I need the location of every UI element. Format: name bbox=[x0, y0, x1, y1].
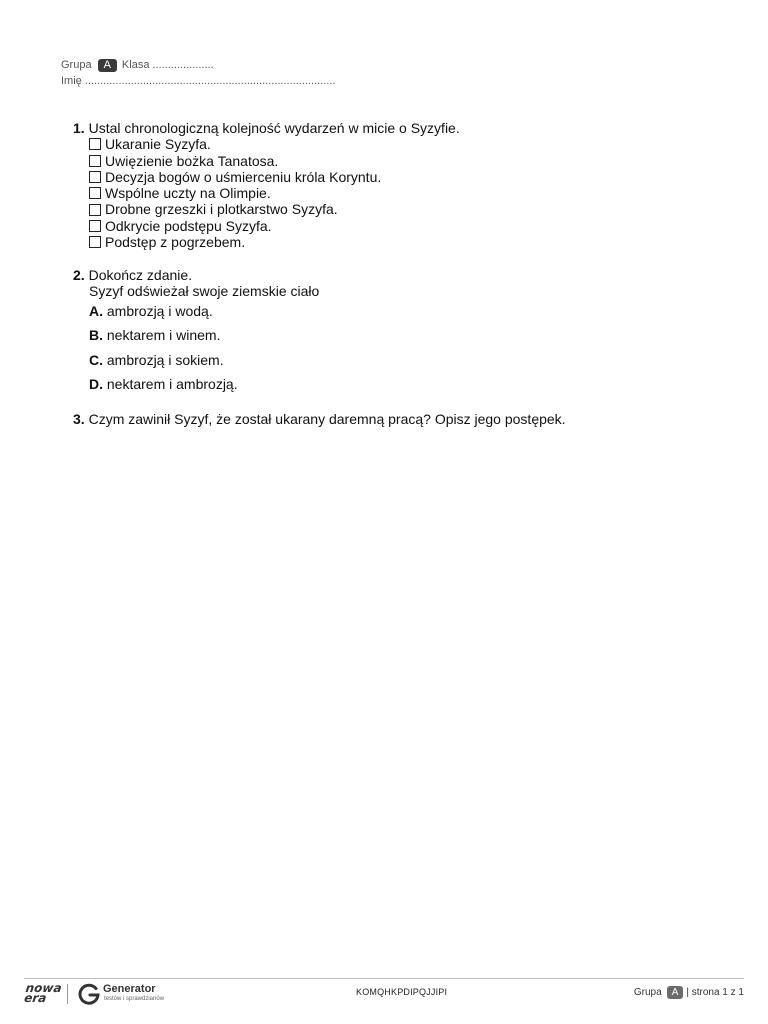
footer-group-badge: A bbox=[667, 986, 684, 999]
generator-g-icon bbox=[77, 982, 101, 1006]
test-code: KOMQHKPDIPQJJIPI bbox=[356, 987, 448, 997]
question-3 bbox=[73, 411, 733, 427]
answer-choices bbox=[73, 303, 733, 401]
generator-title: Generator bbox=[103, 983, 156, 995]
answer-choice-d[interactable] bbox=[73, 376, 733, 401]
order-option[interactable] bbox=[73, 153, 733, 169]
group-class-line bbox=[61, 59, 214, 72]
choice-letter: B. bbox=[89, 327, 103, 344]
answer-choice-a[interactable] bbox=[73, 303, 733, 328]
question-2 bbox=[73, 267, 733, 401]
option-text: Drobne grzeszki i plotkarstwo Syzyfa. bbox=[105, 201, 338, 218]
option-text: Podstęp z pogrzebem. bbox=[105, 234, 246, 251]
checkbox[interactable] bbox=[89, 187, 101, 199]
question-text: Ustal chronologiczną kolejność wydarzeń w micie o Syzyfie. bbox=[88, 120, 460, 136]
option-text: Odkrycie podstępu Syzyfa. bbox=[105, 217, 272, 234]
page-number: | strona 1 z 1 bbox=[686, 987, 744, 998]
checkbox[interactable] bbox=[89, 220, 101, 232]
group-badge: A bbox=[98, 59, 117, 72]
name-line: Imię .................................................................................. bbox=[61, 75, 336, 87]
order-option[interactable] bbox=[73, 234, 733, 250]
footer-group-label: Grupa bbox=[633, 987, 662, 998]
answer-choice-b[interactable] bbox=[73, 327, 733, 352]
order-option[interactable] bbox=[73, 185, 733, 201]
choice-text: nektarem i ambrozją. bbox=[106, 376, 238, 393]
question-number: 3. bbox=[73, 411, 85, 427]
generator-subtitle: testów i sprawdzianów bbox=[104, 996, 165, 1002]
choice-text: nektarem i winem. bbox=[106, 327, 221, 344]
checkbox[interactable] bbox=[89, 155, 101, 167]
order-option[interactable] bbox=[73, 218, 733, 234]
option-text: Uwięzienie bożka Tanatosa. bbox=[105, 152, 279, 169]
order-option[interactable] bbox=[73, 136, 733, 152]
checkbox[interactable] bbox=[89, 236, 101, 248]
group-label: Grupa bbox=[61, 59, 92, 71]
checkbox[interactable] bbox=[89, 204, 101, 216]
logo-era-text: era bbox=[23, 991, 48, 1005]
choice-letter: A. bbox=[89, 302, 103, 319]
question-subtext: Syzyf odświeżał swoje ziemskie ciało bbox=[89, 283, 320, 300]
choice-letter: C. bbox=[89, 351, 103, 368]
logo-separator bbox=[67, 984, 68, 1004]
nowa-era-logo bbox=[24, 983, 63, 1003]
option-text: Wspólne uczty na Olimpie. bbox=[105, 185, 271, 202]
question-1 bbox=[73, 120, 733, 250]
question-2-title bbox=[73, 267, 733, 283]
checkbox[interactable] bbox=[89, 138, 101, 150]
class-label: Klasa .................... bbox=[121, 59, 214, 71]
answer-choice-c[interactable] bbox=[73, 352, 733, 377]
question-text: Dokończ zdanie. bbox=[88, 267, 193, 283]
choice-letter: D. bbox=[89, 376, 103, 393]
checkbox[interactable] bbox=[89, 171, 101, 183]
order-option[interactable] bbox=[73, 201, 733, 217]
question-number: 2. bbox=[73, 267, 85, 283]
order-option[interactable] bbox=[73, 169, 733, 185]
option-text: Ukaranie Syzyfa. bbox=[105, 136, 211, 153]
question-text: Czym zawinił Syzyf, że został ukarany daremną pracą? Opisz jego postępek. bbox=[88, 411, 566, 427]
option-text: Decyzja bogów o uśmierceniu króla Koryntu. bbox=[105, 168, 382, 185]
footer-divider bbox=[24, 978, 744, 979]
page-info bbox=[634, 986, 744, 999]
logo-nowa-text: nowa bbox=[24, 981, 63, 995]
choice-text: ambrozją i wodą. bbox=[106, 302, 213, 319]
question-1-title bbox=[73, 120, 733, 136]
choice-text: ambrozją i sokiem. bbox=[106, 351, 224, 368]
question-number: 1. bbox=[73, 120, 85, 136]
